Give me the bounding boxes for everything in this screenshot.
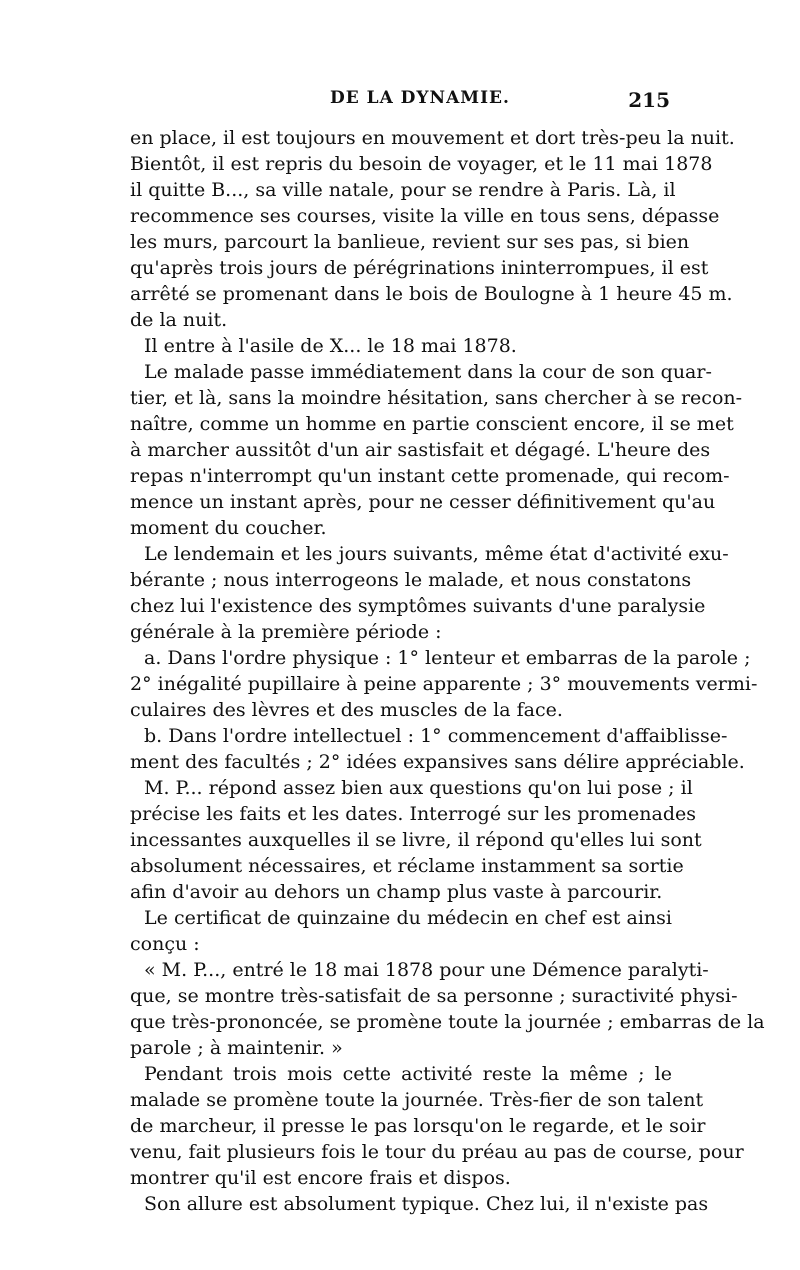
text-line: culaires des lèvres et des muscles de la face. bbox=[130, 699, 563, 721]
text-line: Le lendemain et les jours suivants, même état d'activité exu- bbox=[144, 543, 729, 565]
text-line: a. Dans l'ordre physique : 1° lenteur et embarras de la parole ; bbox=[144, 647, 751, 669]
text-line: chez lui l'existence des symptômes suivants d'une paralysie bbox=[130, 595, 706, 617]
text-line: Son allure est absolument typique. Chez lui, il n'existe pas bbox=[144, 1193, 709, 1215]
text-line: naître, comme un homme en partie conscient encore, il se met bbox=[130, 413, 734, 435]
text-line: de marcheur, il presse le pas lorsqu'on le regarde, et le soir bbox=[130, 1115, 706, 1137]
text-line: incessantes auxquelles il se livre, il répond qu'elles lui sont bbox=[130, 829, 702, 851]
text-line: parole ; à maintenir. » bbox=[130, 1037, 343, 1059]
text-line: ment des facultés ; 2° idées expansives sans délire appréciable. bbox=[130, 751, 745, 773]
text-line: malade se promène toute la journée. Très-fier de son talent bbox=[130, 1089, 704, 1111]
page-header bbox=[130, 88, 670, 118]
text-line: qu'après trois jours de pérégrinations ininterrompues, il est bbox=[130, 257, 709, 279]
text-line: Il entre à l'asile de X... le 18 mai 1878. bbox=[144, 335, 517, 357]
text-line: « M. P..., entré le 18 mai 1878 pour une Démence paralyti- bbox=[144, 959, 709, 981]
text-line: Pendant trois mois cette activité reste la même ; le bbox=[144, 1063, 672, 1085]
text-line: recommence ses courses, visite la ville en tous sens, dépasse bbox=[130, 205, 720, 227]
text-line: b. Dans l'ordre intellectuel : 1° commencement d'affaiblisse- bbox=[144, 725, 728, 747]
text-line: de la nuit. bbox=[130, 309, 228, 331]
text-line: il quitte B..., sa ville natale, pour se rendre à Paris. Là, il bbox=[130, 179, 676, 201]
text-line: Le certificat de quinzaine du médecin en chef est ainsi bbox=[144, 907, 672, 929]
text-line: bérante ; nous interrogeons le malade, et nous constatons bbox=[130, 569, 692, 591]
text-line: montrer qu'il est encore frais et dispos. bbox=[130, 1167, 511, 1189]
text-line: les murs, parcourt la banlieue, revient sur ses pas, si bien bbox=[130, 231, 690, 253]
text-line: en place, il est toujours en mouvement et dort très-peu la nuit. bbox=[130, 127, 735, 149]
text-line: Bientôt, il est repris du besoin de voyager, et le 11 mai 1878 bbox=[130, 153, 713, 175]
text-line: venu, fait plusieurs fois le tour du préau au pas de course, pour bbox=[130, 1141, 744, 1163]
text-line: conçu : bbox=[130, 933, 200, 955]
text-line: que, se montre très-satisfait de sa personne ; suractivité physi- bbox=[130, 985, 738, 1007]
text-line: Le malade passe immédiatement dans la cour de son quar- bbox=[144, 361, 712, 383]
text-line: générale à la première période : bbox=[130, 621, 442, 643]
page-number: 215 bbox=[628, 88, 670, 112]
text-line: moment du coucher. bbox=[130, 517, 327, 539]
text-line: 2° inégalité pupillaire à peine apparente ; 3° mouvements vermi- bbox=[130, 673, 758, 695]
text-line: que très-prononcée, se promène toute la journée ; embarras de la bbox=[130, 1011, 765, 1033]
text-line: repas n'interrompt qu'un instant cette promenade, qui recom- bbox=[130, 465, 730, 487]
body-text bbox=[130, 125, 765, 1217]
text-line: absolument nécessaires, et réclame instamment sa sortie bbox=[130, 855, 684, 877]
text-line: précise les faits et les dates. Interrogé sur les promenades bbox=[130, 803, 697, 825]
text-line: tier, et là, sans la moindre hésitation, sans chercher à se recon- bbox=[130, 387, 743, 409]
running-title: DE LA DYNAMIE. bbox=[330, 88, 510, 108]
text-line: arrêté se promenant dans le bois de Boulogne à 1 heure 45 m. bbox=[130, 283, 733, 305]
text-line: à marcher aussitôt d'un air sastisfait et dégagé. L'heure des bbox=[130, 439, 711, 461]
text-line: afin d'avoir au dehors un champ plus vaste à parcourir. bbox=[130, 881, 663, 903]
text-line: M. P... répond assez bien aux questions qu'on lui pose ; il bbox=[144, 777, 693, 799]
text-line: mence un instant après, pour ne cesser définitivement qu'au bbox=[130, 491, 716, 513]
